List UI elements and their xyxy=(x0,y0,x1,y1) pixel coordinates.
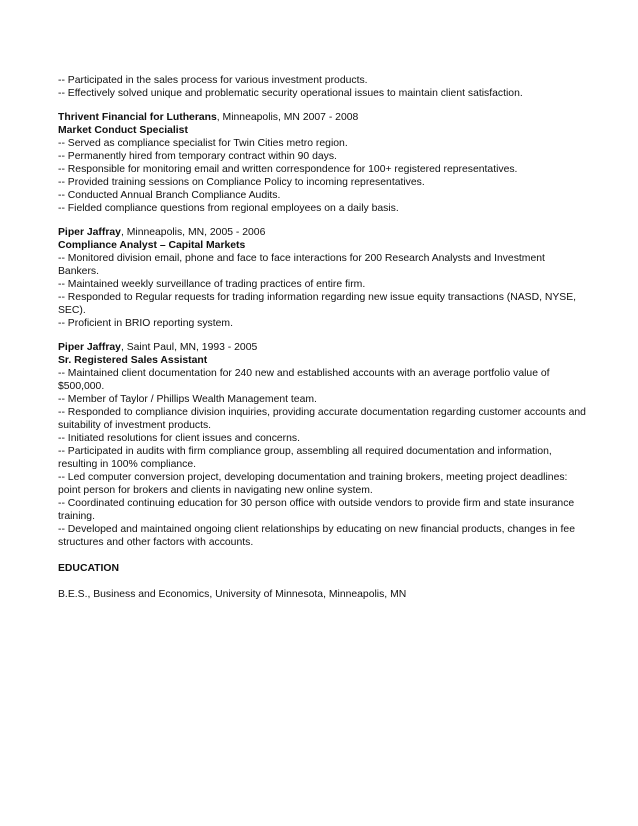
list-item: -- Monitored division email, phone and face to face interactions for 200 Research Analysts and Investment Bankers. xyxy=(58,253,545,277)
job-title: Market Conduct Specialist xyxy=(58,125,188,136)
list-item: -- Fielded compliance questions from regional employees on a daily basis. xyxy=(58,203,399,214)
resume-page xyxy=(58,74,586,601)
list-item: -- Developed and maintained ongoing client relationships by educating on new financial products, changes in fee structures and other factors with accounts. xyxy=(58,524,575,548)
list-item: -- Conducted Annual Branch Compliance Audits. xyxy=(58,190,281,201)
job-entry-piper-saint-paul xyxy=(58,341,586,549)
list-item: -- Initiated resolutions for client issues and concerns. xyxy=(58,433,300,444)
list-item: -- Maintained weekly surveillance of trading practices of entire firm. xyxy=(58,279,366,290)
job-title: Sr. Registered Sales Assistant xyxy=(58,355,208,366)
job-header xyxy=(58,111,586,124)
list-item: -- Effectively solved unique and problematic security operational issues to maintain client satisfaction. xyxy=(58,88,523,99)
employer-name: Thrivent Financial for Lutherans xyxy=(58,112,217,123)
list-item: -- Served as compliance specialist for Twin Cities metro region. xyxy=(58,138,348,149)
list-item: -- Member of Taylor / Phillips Wealth Management team. xyxy=(58,394,317,405)
intro-bullets xyxy=(58,74,586,100)
job-entry-piper-minneapolis xyxy=(58,226,586,330)
job-header xyxy=(58,226,586,239)
job-location-dates: , Saint Paul, MN, 1993 - 2005 xyxy=(120,342,258,353)
list-item: -- Led computer conversion project, developing documentation and training brokers, meeting project deadlines: point person for brokers and clients in navigating new online system. xyxy=(58,472,568,496)
education-section xyxy=(58,562,586,601)
list-item: -- Provided training sessions on Compliance Policy to incoming representatives. xyxy=(58,177,425,188)
employer-name: Piper Jaffray xyxy=(58,227,121,238)
list-item: -- Responsible for monitoring email and written correspondence for 100+ registered representatives. xyxy=(58,164,518,175)
education-degree: B.E.S., Business and Economics, University of Minnesota, Minneapolis, MN xyxy=(58,589,407,600)
job-header xyxy=(58,341,586,354)
section-heading-education: EDUCATION xyxy=(58,563,119,574)
list-item: -- Maintained client documentation for 240 new and established accounts with an average portfolio value of $500,000. xyxy=(58,368,550,392)
job-location-dates: , Minneapolis, MN, 2005 - 2006 xyxy=(120,227,266,238)
job-entry-thrivent xyxy=(58,111,586,215)
job-location-dates: , Minneapolis, MN 2007 - 2008 xyxy=(216,112,359,123)
list-item: -- Participated in the sales process for various investment products. xyxy=(58,75,368,86)
employer-name: Piper Jaffray xyxy=(58,342,121,353)
list-item: -- Permanently hired from temporary contract within 90 days. xyxy=(58,151,337,162)
list-item: -- Responded to Regular requests for trading information regarding new issue equity transactions (NASD, NYSE, SEC). xyxy=(58,292,577,316)
list-item: -- Participated in audits with firm compliance group, assembling all required documentation and information, resulting in 100% compliance. xyxy=(58,446,552,470)
list-item: -- Responded to compliance division inquiries, providing accurate documentation regarding customer accounts and suitability of investment products. xyxy=(58,407,586,431)
job-title: Compliance Analyst – Capital Markets xyxy=(58,240,246,251)
list-item: -- Coordinated continuing education for 30 person office with outside vendors to provide firm and state insurance training. xyxy=(58,498,575,522)
list-item: -- Proficient in BRIO reporting system. xyxy=(58,318,233,329)
